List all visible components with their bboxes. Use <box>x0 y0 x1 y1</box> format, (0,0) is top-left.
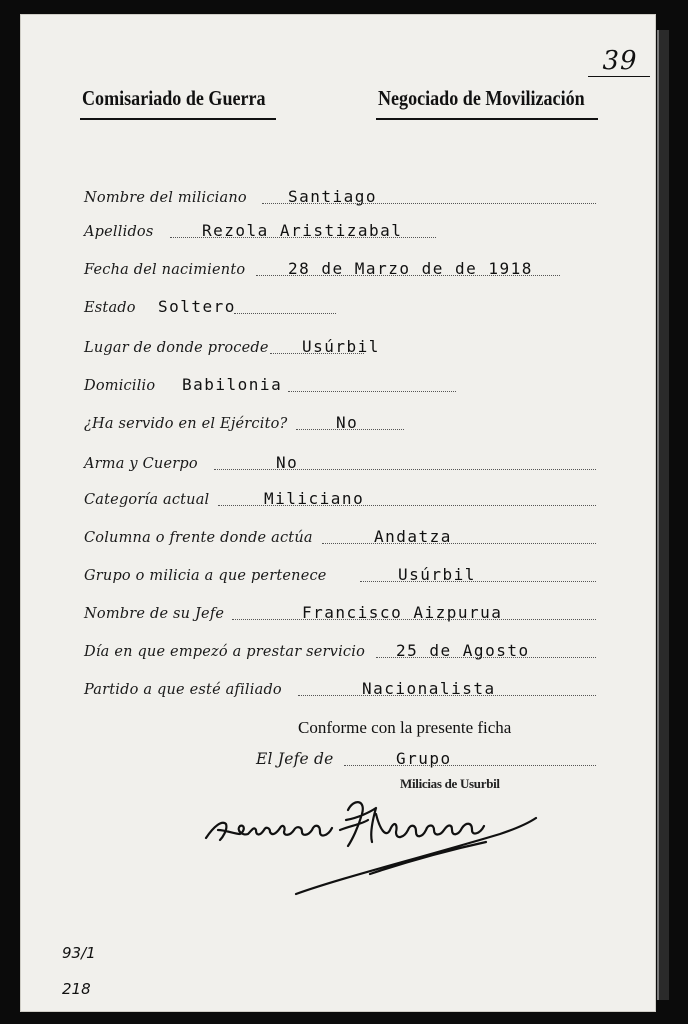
field-label: ¿Ha servido en el Ejército? <box>84 416 288 432</box>
field-value: Grupo <box>396 749 452 768</box>
field-label: Categoría actual <box>84 492 210 508</box>
field-value: Francisco Aizpurua <box>302 603 503 622</box>
field-label: Columna o frente donde actúa <box>84 530 313 546</box>
header-comisariado: Comisariado de Guerra <box>82 86 266 110</box>
field-label: Apellidos <box>84 224 154 240</box>
field-dotted-line <box>360 581 596 582</box>
field-categoria <box>84 486 596 512</box>
field-value: No <box>336 413 359 432</box>
field-dia <box>84 638 596 664</box>
field-label: Nombre de su Jefe <box>84 606 225 622</box>
header-right-underline <box>376 118 598 120</box>
field-jefe-de <box>256 746 596 772</box>
page-number: 39 <box>602 46 638 76</box>
field-value: Santiago <box>288 187 378 206</box>
field-partido <box>84 676 596 702</box>
conforme-text: Conforme con la presente ficha <box>298 718 512 737</box>
field-label: Grupo o milicia a que pertenece <box>84 568 327 584</box>
field-label: Día en que empezó a prestar servicio <box>84 644 366 660</box>
field-servido <box>84 410 596 436</box>
field-value: Nacionalista <box>362 679 496 698</box>
field-value: Babilonia <box>182 375 283 394</box>
field-dotted-line <box>288 391 456 392</box>
field-value: Andatza <box>374 527 452 546</box>
field-label: Domicilio <box>84 378 156 394</box>
field-dotted-line <box>322 543 596 544</box>
field-value: Usúrbil <box>302 337 380 356</box>
field-label: Partido a que esté afiliado <box>84 682 282 698</box>
field-value: Miliciano <box>264 489 365 508</box>
field-label: Estado <box>84 300 136 316</box>
header-left-underline <box>80 118 276 120</box>
field-label: Fecha del nacimiento <box>84 262 246 278</box>
archive-ref-bottom: 218 <box>62 980 91 998</box>
field-value: Rezola Aristizabal <box>202 221 403 240</box>
sheet-edge <box>657 30 669 1000</box>
field-value: 28 de Marzo de de 1918 <box>288 259 533 278</box>
field-value: Usúrbil <box>398 565 476 584</box>
field-nombre <box>84 184 596 210</box>
field-value: 25 de Agosto <box>396 641 530 660</box>
field-columna <box>84 524 596 550</box>
field-grupo <box>84 562 596 588</box>
field-nacimiento <box>84 256 596 282</box>
field-domicilio <box>84 372 596 398</box>
field-label: Arma y Cuerpo <box>84 456 198 472</box>
field-dotted-line <box>344 765 596 766</box>
field-label: Lugar de donde procede <box>84 340 269 356</box>
field-apellidos <box>84 218 596 244</box>
field-value: Soltero <box>158 297 236 316</box>
militia-stamp: Milicias de Usurbil <box>400 776 500 791</box>
field-value: No <box>276 453 299 472</box>
archive-ref-top: 93/1 <box>62 944 96 962</box>
header-negociado: Negociado de Movilización <box>378 86 585 110</box>
field-dotted-line <box>234 313 336 314</box>
signature <box>200 790 540 900</box>
field-dotted-line <box>214 469 596 470</box>
field-label: Nombre del miliciano <box>84 190 247 206</box>
page-number-underline <box>588 76 650 77</box>
field-jefe <box>84 600 596 626</box>
field-estado <box>84 294 596 320</box>
field-lugar <box>84 334 596 360</box>
field-label: El Jefe de <box>256 750 334 768</box>
field-arma <box>84 450 596 476</box>
